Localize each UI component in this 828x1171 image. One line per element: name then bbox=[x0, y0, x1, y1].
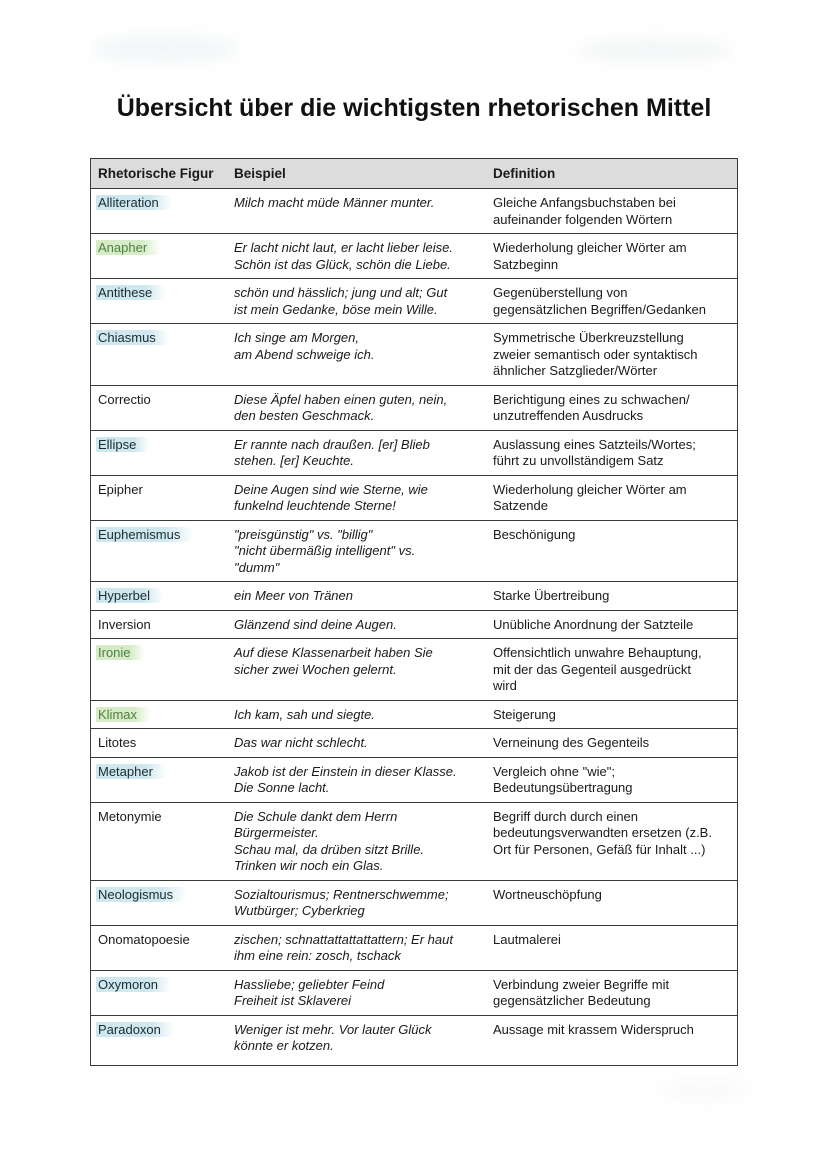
definition-cell: Verbindung zweier Begriffe mit gegensätzlicher Bedeutung bbox=[486, 970, 737, 1015]
table-row bbox=[91, 610, 737, 639]
definition-cell: Begriff durch durch einen bedeutungsverwandten ersetzen (z.B. Ort für Personen, Gefäß für Inhalt ...) bbox=[486, 802, 737, 880]
example-cell: schön und hässlich; jung und alt; Gut ist mein Gedanke, böse mein Wille. bbox=[227, 279, 486, 324]
table-row bbox=[91, 925, 737, 970]
definition-cell: Unübliche Anordnung der Satzteile bbox=[486, 610, 737, 639]
definition-cell: Wiederholung gleicher Wörter am Satzbeginn bbox=[486, 234, 737, 279]
term-cell bbox=[91, 520, 227, 582]
table-row bbox=[91, 430, 737, 475]
table-row bbox=[91, 324, 737, 386]
term-cell bbox=[91, 324, 227, 386]
term-cell bbox=[91, 279, 227, 324]
term-label: Klimax bbox=[96, 707, 151, 722]
scan-smudge bbox=[575, 38, 735, 62]
term-label: Epipher bbox=[98, 481, 143, 497]
example-cell: Er rannte nach draußen. [er] Blieb stehen. [er] Keuchte. bbox=[227, 430, 486, 475]
term-label: Ellipse bbox=[96, 437, 150, 452]
term-label: Chiasmus bbox=[96, 330, 170, 345]
definition-cell: Steigerung bbox=[486, 700, 737, 729]
table-body bbox=[91, 189, 737, 1060]
term-cell bbox=[91, 880, 227, 925]
example-cell: Glänzend sind deine Augen. bbox=[227, 610, 486, 639]
definition-cell: Offensichtlich unwahre Behauptung, mit der das Gegenteil ausgedrückt wird bbox=[486, 639, 737, 701]
table-row bbox=[91, 234, 737, 279]
term-label: Inversion bbox=[98, 616, 151, 632]
table-row bbox=[91, 582, 737, 611]
table-row bbox=[91, 970, 737, 1015]
term-cell bbox=[91, 970, 227, 1015]
table-row bbox=[91, 1015, 737, 1060]
example-cell: Ich singe am Morgen, am Abend schweige ich. bbox=[227, 324, 486, 386]
definition-cell: Aussage mit krassem Widerspruch bbox=[486, 1015, 737, 1060]
page-title: Übersicht über die wichtigsten rhetorischen Mittel bbox=[116, 94, 712, 122]
table-row bbox=[91, 880, 737, 925]
example-cell: Sozialtourismus; Rentnerschwemme; Wutbürger; Cyberkrieg bbox=[227, 880, 486, 925]
definition-cell: Beschönigung bbox=[486, 520, 737, 582]
term-label: Oxymoron bbox=[96, 977, 172, 992]
scan-smudge bbox=[90, 35, 240, 63]
term-cell bbox=[91, 1015, 227, 1060]
table-row bbox=[91, 520, 737, 582]
table-header-row bbox=[91, 159, 737, 189]
term-label: Paradoxon bbox=[96, 1022, 175, 1037]
term-cell bbox=[91, 802, 227, 880]
definition-cell: Wortneuschöpfung bbox=[486, 880, 737, 925]
scan-smudge bbox=[660, 1080, 750, 1100]
table-row bbox=[91, 279, 737, 324]
example-cell: Hassliebe; geliebter Feind Freiheit ist Sklaverei bbox=[227, 970, 486, 1015]
term-label: Alliteration bbox=[96, 195, 173, 210]
term-cell bbox=[91, 189, 227, 234]
term-label: Anapher bbox=[96, 240, 161, 255]
term-label: Metonymie bbox=[98, 808, 162, 824]
table-row bbox=[91, 802, 737, 880]
definition-cell: Auslassung eines Satzteils/Wortes; führt zu unvollständigem Satz bbox=[486, 430, 737, 475]
example-cell: Deine Augen sind wie Sterne, wie funkelnd leuchtende Sterne! bbox=[227, 475, 486, 520]
definition-cell: Lautmalerei bbox=[486, 925, 737, 970]
example-cell: Er lacht nicht laut, er lacht lieber leise. Schön ist das Glück, schön die Liebe. bbox=[227, 234, 486, 279]
term-label: Onomatopoesie bbox=[98, 931, 190, 947]
term-cell bbox=[91, 475, 227, 520]
term-cell bbox=[91, 234, 227, 279]
term-label: Litotes bbox=[98, 735, 137, 750]
definition-cell: Starke Übertreibung bbox=[486, 582, 737, 611]
example-cell: Weniger ist mehr. Vor lauter Glück könnte er kotzen. bbox=[227, 1015, 486, 1060]
table-row bbox=[91, 729, 737, 758]
table-row bbox=[91, 475, 737, 520]
term-cell bbox=[91, 757, 227, 802]
example-cell: Jakob ist der Einstein in dieser Klasse. Die Sonne lacht. bbox=[227, 757, 486, 802]
definition-cell: Gegenüberstellung von gegensätzlichen Begriffen/Gedanken bbox=[486, 279, 737, 324]
header-example: Beispiel bbox=[227, 159, 486, 189]
term-cell bbox=[91, 700, 227, 729]
term-label: Ironie bbox=[96, 645, 145, 660]
example-cell: "preisgünstig" vs. "billig" "nicht übermäßig intelligent" vs. "dumm" bbox=[227, 520, 486, 582]
table-row bbox=[91, 639, 737, 701]
term-cell bbox=[91, 610, 227, 639]
term-label: Hyperbel bbox=[96, 588, 164, 603]
example-cell: Diese Äpfel haben einen guten, nein, den besten Geschmack. bbox=[227, 385, 486, 430]
table-row bbox=[91, 700, 737, 729]
term-cell bbox=[91, 639, 227, 701]
definition-cell: Symmetrische Überkreuzstellung zweier semantisch oder syntaktisch ähnlicher Satzglieder/Wörter bbox=[486, 324, 737, 386]
term-cell bbox=[91, 582, 227, 611]
term-label: Correctio bbox=[98, 391, 151, 407]
example-cell: Das war nicht schlecht. bbox=[227, 729, 486, 758]
table-row bbox=[91, 189, 737, 234]
definition-cell: Wiederholung gleicher Wörter am Satzende bbox=[486, 475, 737, 520]
definition-cell: Gleiche Anfangsbuchstaben bei aufeinander folgenden Wörtern bbox=[486, 189, 737, 234]
definition-cell: Verneinung des Gegenteils bbox=[486, 729, 737, 758]
example-cell: Ich kam, sah und siegte. bbox=[227, 700, 486, 729]
definition-cell: Berichtigung eines zu schwachen/ unzutreffenden Ausdrucks bbox=[486, 385, 737, 430]
example-cell: Die Schule dankt dem Herrn Bürgermeister. Schau mal, da drüben sitzt Brille. Trinken wir noch ein Glas. bbox=[227, 802, 486, 880]
example-cell: zischen; schnattattattattattern; Er haut ihm eine rein: zosch, tschack bbox=[227, 925, 486, 970]
term-label: Metapher bbox=[96, 764, 167, 779]
term-cell bbox=[91, 925, 227, 970]
term-cell bbox=[91, 430, 227, 475]
table-row bbox=[91, 757, 737, 802]
definition-cell: Vergleich ohne "wie"; Bedeutungsübertragung bbox=[486, 757, 737, 802]
term-cell bbox=[91, 385, 227, 430]
example-cell: ein Meer von Tränen bbox=[227, 582, 486, 611]
example-cell: Auf diese Klassenarbeit haben Sie sicher zwei Wochen gelernt. bbox=[227, 639, 486, 701]
rhetoric-table bbox=[90, 158, 738, 1066]
term-label: Euphemismus bbox=[96, 527, 194, 542]
example-cell: Milch macht müde Männer munter. bbox=[227, 189, 486, 234]
term-label: Antithese bbox=[96, 285, 166, 300]
table-row bbox=[91, 385, 737, 430]
term-label: Neologismus bbox=[96, 887, 187, 902]
header-term: Rhetorische Figur bbox=[91, 159, 227, 189]
header-definition: Definition bbox=[486, 159, 737, 189]
term-cell bbox=[91, 729, 227, 758]
